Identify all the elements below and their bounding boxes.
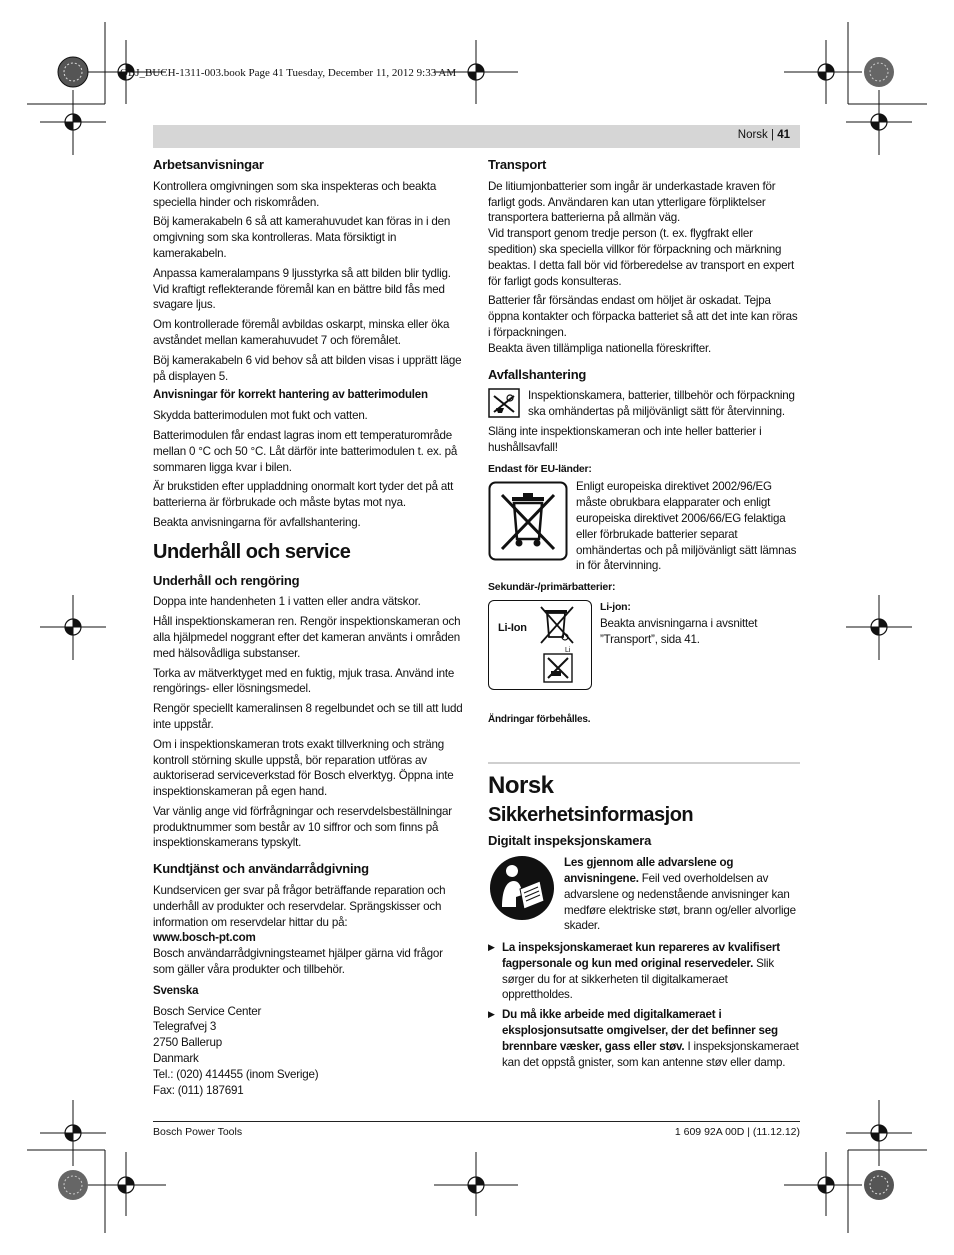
safety-bullet: [488, 940, 800, 1003]
b2-bold: Du må ikke arbeide med digitalkameraet i eksplosjonsutsatte omgivelser, der det befinner seg brennbare væsker, gass eller støv.: [502, 1008, 778, 1053]
heading-safety: Sikkerhetsinformasjon: [488, 803, 694, 826]
read-manual-icon: [488, 855, 556, 921]
b2-rest: I inspeksjonskameraet kan det oppstå gnister, som kan antenne støv eller damp.: [502, 1039, 799, 1069]
page-header-bar: [153, 125, 800, 148]
website-link[interactable]: www.bosch-pt.com: [153, 931, 256, 945]
paragraph: Beakta anvisningarna för avfallshantering.: [153, 515, 361, 529]
section-divider: [488, 762, 800, 799]
safety-bullet: [488, 1007, 800, 1070]
bullet-text: [502, 940, 800, 1003]
address-line: Bosch Service Center: [153, 1004, 262, 1018]
paragraph: Bosch användarrådgivningsteamet hjälper gärna vid frågor som gäller våra produkter och tillbehör.: [153, 947, 443, 977]
liion-note: [600, 600, 800, 647]
read-manual-row: [488, 855, 800, 934]
eu-row: [488, 481, 800, 574]
liion-text: Beakta anvisningarna i avsnittet ”Transport”, sida 41.: [600, 616, 758, 646]
eu-text: Enligt europeiska direktivet 2002/96/EG måste obrukbara elapparater och enligt europeiska direktivet 2006/66/EG felaktiga eller förbrukade batterier separat omhändertas och på miljövänligt sätt lämnas in för återvinning.: [576, 480, 797, 573]
address-line: Fax: (011) 187691: [153, 1083, 244, 1097]
footer-code: 1 609 92A 00D | (11.12.12): [674, 1126, 800, 1138]
paragraph: Torka av mätverktyget med en fuktig, mjuk trasa. Använd inte rengörings- eller lösningsmedel.: [153, 666, 455, 696]
crossed-bin-icon: [488, 481, 568, 561]
bullet-triangle-icon: ▶: [488, 942, 495, 953]
address-line: Telegrafvej 3: [153, 1020, 217, 1034]
right-column: [488, 153, 800, 1074]
heading-eu: Endast för EU-länder:: [488, 462, 592, 475]
changes-note: Ändringar förbehålles.: [488, 713, 591, 725]
paragraph: Rengör speciellt kameralinsen 8 regelbundet och se till att ludd inte uppstår.: [153, 702, 463, 731]
paragraph: Håll inspektionskameran ren. Rengör inspektionskameran och alla hjälpmedel noggrant efter det kameran använts i områden med hälsovådliga substanser.: [153, 615, 461, 660]
read-manual-text: [564, 855, 800, 934]
paragraph: Böj kamerakabeln 6 vid behov så att bilden visas i upprätt läge på displayen 5.: [153, 353, 462, 383]
paragraph: De litiumjonbatterier som ingår är underkastade kraven för farligt gods. Användaren kan utan ytterligare förpliktelser transportera batterierna på allmän väg.: [488, 179, 776, 225]
paragraph: Anpassa kameralampans 9 ljusstyrka så att bilden blir tydlig. Vid kraftigt reflekterande föremål kan en bättre bild fås med svagare ljus.: [153, 266, 451, 312]
heading-customer: Kundtjänst och användarrådgivning: [153, 861, 369, 877]
heading-battery: Anvisningar för korrekt hantering av batterimodulen: [153, 389, 428, 402]
b1-bold: La inspeksjonskameraet kun repareres av kvalifisert fagpersonale og kun med original reservedeler.: [502, 941, 780, 970]
page-header: [738, 129, 790, 141]
address-line: Danmark: [153, 1052, 199, 1066]
paragraph: Var vänlig ange vid förfrågningar och reservdelsbeställningar produktnummer som består av 10 siffror och som finns på inspektionskamerans typskylt.: [153, 804, 452, 850]
read-bold: Les gjennom alle advarslene og anvisningene.: [564, 856, 734, 885]
heading-batt: Sekundär-/primärbatterier:: [488, 581, 616, 594]
paragraph: Vid transport genom tredje person (t. ex. flygfrakt eller spedition) ska speciella villkor för förpackning och märkning beaktas. I detta fall bör vid förberedelse av transport en expert för farligt gods konsulteras.: [488, 227, 795, 288]
paragraph: Böj kamerakabeln 6 så att kamerahuvudet kan föras in i den omgivning som ska kontrolleras. Mata försiktigt in kamerakabeln.: [153, 215, 451, 260]
left-column: [153, 153, 465, 1098]
read-rest: Feil ved overholdelsen av advarslene og nedenstående anvisninger kan medføre elektriske støt, brann og/eller alvorlige skader.: [564, 871, 796, 933]
page-number: 41: [777, 129, 790, 141]
heading-clean: Underhåll och rengöring: [153, 572, 300, 588]
address-line: Tel.: (020) 414455 (inom Sverige): [153, 1067, 319, 1081]
bullet-text: [502, 1007, 800, 1070]
paragraph: Släng inte inspektionskameran och inte heller batterier i hushållsavfall!: [488, 424, 762, 454]
heading-country: Svenska: [153, 984, 199, 997]
paragraph: Doppa inte handenheten 1 i vatten eller andra vätskor.: [153, 595, 421, 609]
waste-text: Inspektionskamera, batterier, tillbehör och förpackning ska omhändertas på miljövänligt sätt för återvinning.: [528, 389, 795, 419]
header-section: Norsk |: [737, 129, 774, 141]
b1-rest: Slik sørger du for at sikkerheten til digitalkameraet opprettholdes.: [502, 956, 775, 1002]
liion-badge: Li-Ion: [498, 621, 527, 634]
paragraph: Kundservicen ger svar på frågor beträffande reparation och underhåll av produkter och reservdelar. Sprängskisser och information om reservdelar hittar du på:: [153, 884, 446, 929]
bullet-triangle-icon: ▶: [488, 1009, 495, 1020]
heading-digital: Digitalt inspeksjonskamera: [488, 833, 652, 849]
liion-row: [488, 600, 800, 690]
paragraph: Kontrollera omgivningen som ska inspekteras och beakta speciella hinder och riskområden.: [153, 179, 437, 209]
recycle-battery-icon: [543, 653, 573, 683]
footer-brand: Bosch Power Tools: [153, 1126, 243, 1138]
slug-line: OBJ_BUCH-1311-003.book Page 41 Tuesday, December 11, 2012 9:33 AM: [120, 67, 457, 79]
paragraph: Om i inspektionskameran trots exakt tillverkning och sträng kontroll störning skulle uppstå, bör reparation utföras av auktoriserad serviceverkstad för Bosch elverktyg. Öppna inte inspektionskameran på egen hand.: [153, 737, 454, 799]
liion-small-label: Li: [565, 646, 571, 654]
heading-service: Underhåll och service: [153, 540, 351, 563]
liion-symbol-box: [488, 600, 592, 690]
paragraph: Är brukstiden efter uppladdning onormalt kort tyder det på att batterierna är förbrukade och måste bytas mot nya.: [153, 480, 454, 510]
liion-label: Li-jon:: [600, 600, 631, 613]
paragraph: Batterimodulen får endast lagras inom ett temperaturområde mellan 0 °C och 50 °C. Låt därför inte batterimodulen t. ex. på sommaren ligga kvar i bilen.: [153, 428, 458, 474]
heading-norsk: Norsk: [488, 771, 554, 799]
waste-row: [488, 388, 800, 420]
heading-transport: Transport: [488, 157, 547, 172]
paragraph: Om kontrollerade föremål avbildas oskarpt, minska eller öka avståndet mellan kamerahuvudet 7 och föremålet.: [153, 318, 450, 347]
paragraph: Batterier får försändas endast om höljet är oskadat. Tejpa öppna kontakter och förpacka batteriet så att det inte kan röras i förpackningen.: [488, 294, 798, 339]
recycle-packaging-icon: [488, 388, 520, 418]
paragraph: Skydda batterimodulen mot fukt och vatten.: [153, 409, 368, 423]
heading-waste: Avfallshantering: [488, 366, 587, 382]
heading-work: Arbetsanvisningar: [153, 157, 264, 172]
paragraph: Beakta även tillämpliga nationella föreskrifter.: [488, 341, 712, 355]
footer-rule: [153, 1121, 800, 1122]
address-line: 2750 Ballerup: [153, 1036, 222, 1050]
